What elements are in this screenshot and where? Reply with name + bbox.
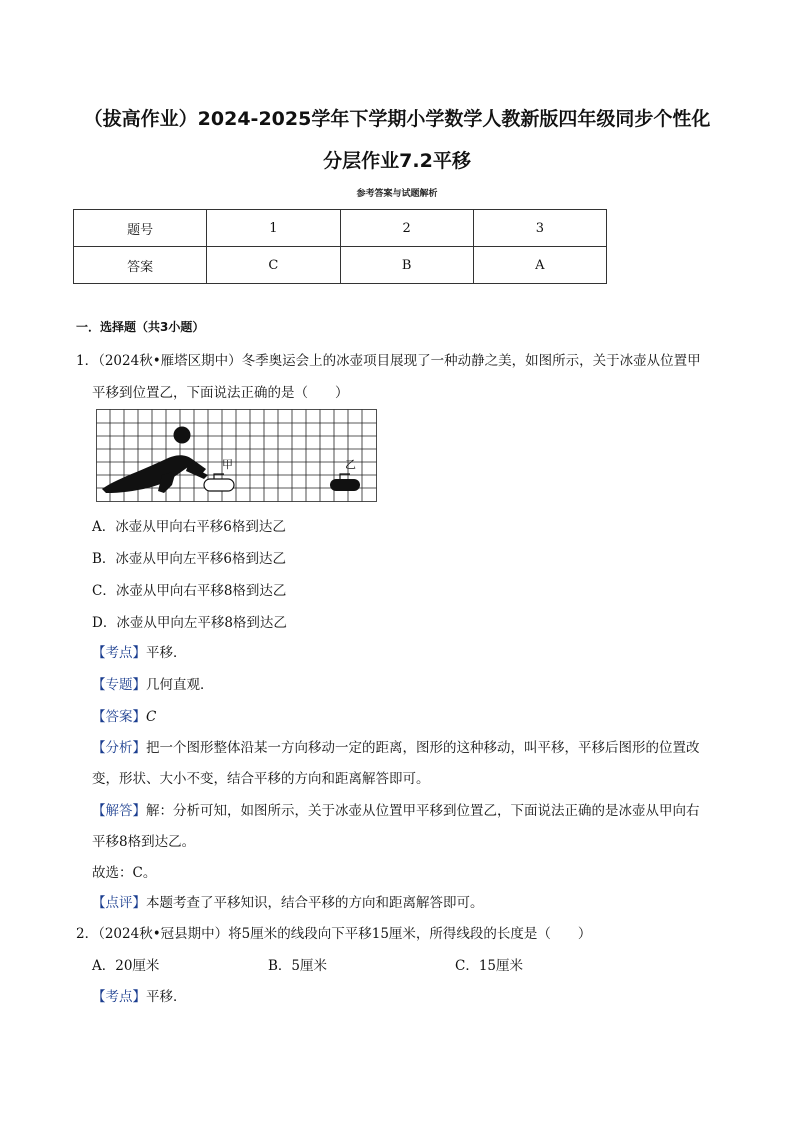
answer-table-cell: B xyxy=(340,247,473,284)
curling-grid-figure xyxy=(96,409,378,505)
answer-table-cell: 2 xyxy=(340,210,473,247)
daan-tag: 【答案】 xyxy=(92,709,146,725)
jieda-text: 解：分析可知，如图所示，关于冰壶从位置甲平移到位置乙，下面说法正确的是冰壶从甲向右 xyxy=(146,803,700,819)
answer-table-row-numbers xyxy=(74,210,607,247)
answer-table-row-answers xyxy=(74,247,607,284)
kaodian-tag: 【考点】 xyxy=(92,645,146,661)
document-subtitle: 参考答案与试题解析 xyxy=(356,189,438,199)
q1-stem-line2: 平移到位置乙，下面说法正确的是（ ） xyxy=(92,385,349,401)
daan-text: C xyxy=(146,709,157,725)
q1-option-d: D．冰壶从甲向左平移8格到达乙 xyxy=(92,615,287,631)
q1-jieda-line1 xyxy=(92,799,700,819)
q1-stem-line1: 1．（2024秋•雁塔区期中）冬季奥运会上的冰壶项目展现了一种动静之美，如图所示，关于冰壶从位置甲 xyxy=(76,353,701,369)
q2-stem: 2．（2024秋•冠县期中）将5厘米的线段向下平移15厘米，所得线段的长度是（ ） xyxy=(76,926,592,942)
jieda-tag: 【解答】 xyxy=(92,803,146,819)
dianping-tag: 【点评】 xyxy=(92,895,146,911)
q2-kaodian xyxy=(92,985,187,1005)
q1-jieda-line2: 平移8格到达乙。 xyxy=(92,834,196,850)
fenxi-text: 把一个图形整体沿某一方向移动一定的距离，图形的这种移动，叫平移，平移后图形的位置改 xyxy=(146,740,700,756)
q1-guxuan: 故选：C。 xyxy=(92,865,157,881)
q2-option-b: B．5厘米 xyxy=(268,958,328,974)
curling-stone-yi xyxy=(330,474,360,491)
q1-fenxi-line1 xyxy=(92,736,700,756)
answer-table-cell: A xyxy=(473,247,606,284)
q1-dianping xyxy=(92,891,484,911)
zhuanti-text: 几何直观． xyxy=(146,677,214,693)
kaodian-text: 平移． xyxy=(146,645,187,661)
q2-option-c: C．15厘米 xyxy=(455,958,524,974)
q2-kaodian-text: 平移． xyxy=(146,989,187,1005)
curler-silhouette xyxy=(102,427,208,494)
q1-zhuanti xyxy=(92,673,214,693)
dianping-text: 本题考查了平移知识，结合平移的方向和距离解答即可。 xyxy=(146,895,484,911)
document-title-line2: 分层作业7.2平移 xyxy=(323,150,471,172)
answer-table-cell: C xyxy=(207,247,340,284)
q1-option-a: A．冰壶从甲向右平移6格到达乙 xyxy=(92,519,286,535)
label-jia: 甲 xyxy=(222,458,233,471)
q1-option-c: C．冰壶从甲向右平移8格到达乙 xyxy=(92,583,287,599)
answer-table-cell: 1 xyxy=(207,210,340,247)
q1-daan xyxy=(92,705,156,725)
answer-table-header-cell: 答案 xyxy=(74,247,207,284)
answer-table-header-cell: 题号 xyxy=(74,210,207,247)
q2-option-a: A．20厘米 xyxy=(92,958,160,974)
q1-option-b: B．冰壶从甲向左平移6格到达乙 xyxy=(92,551,287,567)
zhuanti-tag: 【专题】 xyxy=(92,677,146,693)
q1-kaodian xyxy=(92,641,187,661)
curling-stone-jia xyxy=(204,474,234,491)
q1-fenxi-line2: 变，形状、大小不变，结合平移的方向和距离解答即可。 xyxy=(92,771,430,787)
section-heading: 一．选择题（共3小题） xyxy=(76,320,205,334)
answer-table xyxy=(73,209,607,284)
answer-table-cell: 3 xyxy=(473,210,606,247)
fenxi-tag: 【分析】 xyxy=(92,740,146,756)
document-title-line1: （拔高作业）2024-2025学年下学期小学数学人教新版四年级同步个性化 xyxy=(83,108,711,130)
label-yi: 乙 xyxy=(345,458,356,471)
q2-kaodian-tag: 【考点】 xyxy=(92,989,146,1005)
